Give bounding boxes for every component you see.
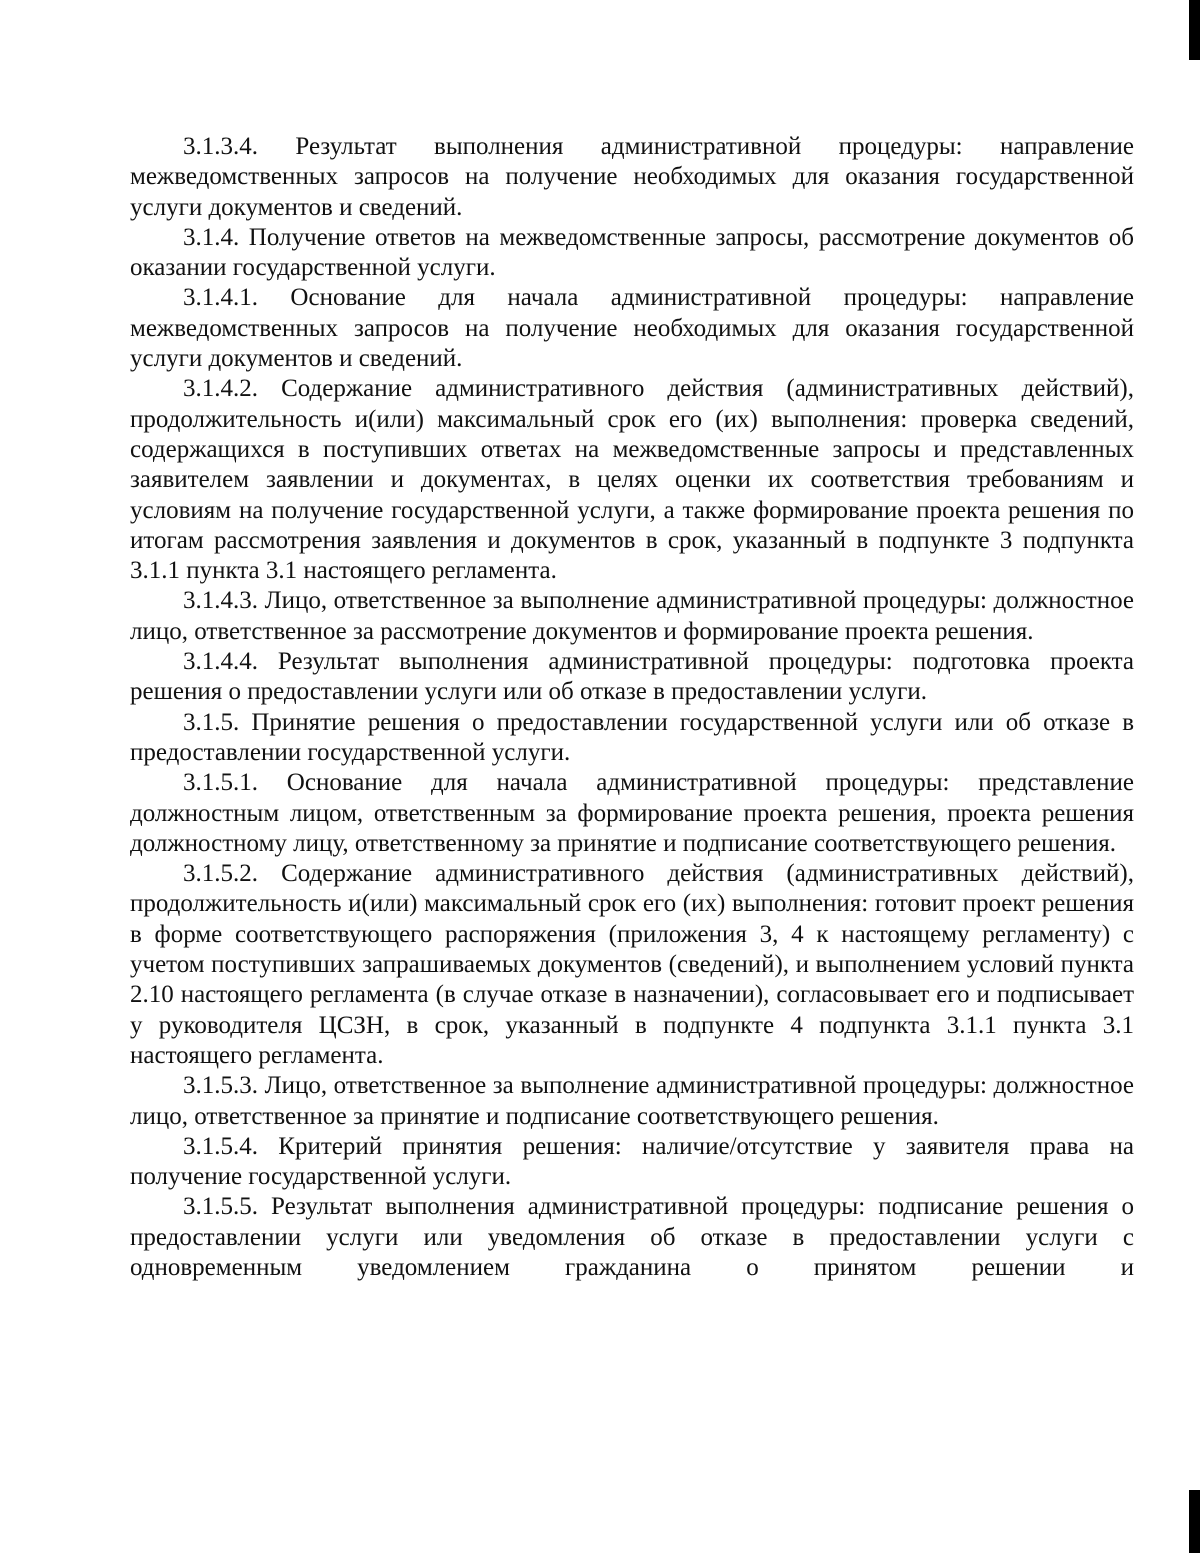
paragraph-3-1-4-4: 3.1.4.4. Результат выполнения административной процедуры: подготовка проекта решения о предоставлении услуги или об отказе в предоставлении услуги. [130, 648, 1134, 706]
paragraph-3-1-5-4: 3.1.5.4. Критерий принятия решения: наличие/отсутствие у заявителя права на получение государственной услуги. [130, 1132, 1134, 1191]
paragraph-3-1-4-1: 3.1.4.1. Основание для начала административной процедуры: направление межведомственных запросов на получение необходимых для оказания государственной услуги документов и сведений. [130, 284, 1134, 373]
paragraph-3-1-4: 3.1.4. Получение ответов на межведомственные запросы, рассмотрение документов об оказании государственной услуги. [130, 223, 1134, 282]
paragraph-3-1-4-2: 3.1.4.2. Содержание административного действия (административных действий), продолжительность и(или) максимальный срок его (их) выполнения: проверка сведений, содержащихся в поступивших ответах на межведомственные запросы и представленных заявителем заявлении и документах, в целях оценки их соответствия требованиям и условиям на получение государственной услуги, а также формирование проекта решения по итогам рассмотрения заявления и документов в срок, указанный в подпункте 3 подпункта 3.1.1 пункта 3.1 настоящего регламента. [130, 375, 1134, 585]
paragraph-3-1-4-3: 3.1.4.3. Лицо, ответственное за выполнение административной процедуры: должностное лицо, ответственное за рассмотрение документов и формирование проекта решения. [130, 587, 1134, 645]
scan-edge-mark-top-right [1189, 0, 1200, 60]
scan-edge-mark-bottom-right [1189, 1490, 1200, 1553]
paragraph-3-1-5-2: 3.1.5.2. Содержание административного действия (административных действий), продолжительность и(или) максимальный срок его (их) выполнения: готовит проект решения в форме соответствующего распоряжения (приложения 3, 4 к настоящему регламенту) с учетом поступивших запрашиваемых документов (сведений), и выполнением условий пункта 2.10 настоящего регламента (в случае отказе в назначении), согласовывает его и подписывает у руководителя ЦСЗН, в срок, указанный в подпункте 4 подпункта 3.1.1 пункта 3.1 настоящего регламента. [130, 860, 1134, 1069]
paragraph-3-1-3-4: 3.1.3.4. Результат выполнения административной процедуры: направление межведомственных запросов на получение необходимых для оказания государственной услуги документов и сведений. [130, 133, 1134, 221]
paragraph-3-1-5-3: 3.1.5.3. Лицо, ответственное за выполнение административной процедуры: должностное лицо, ответственное за принятие и подписание соответствующего решения. [130, 1072, 1134, 1130]
paragraph-3-1-5-5: 3.1.5.5. Результат выполнения административной процедуры: подписание решения о предоставлении услуги или уведомления об отказе в предоставлении услуги с одновременным уведомлением гражданина о принятом решении и [130, 1193, 1134, 1281]
paragraph-3-1-5: 3.1.5. Принятие решения о предоставлении государственной услуги или об отказе в предоставлении государственной услуги. [130, 708, 1134, 766]
paragraph-3-1-5-1: 3.1.5.1. Основание для начала административной процедуры: представление должностным лицом, ответственным за формирование проекта решения, проекта решения должностному лицу, ответственному за принятие и подписание соответствующего решения. [130, 769, 1134, 857]
document-page [130, 132, 1134, 1283]
